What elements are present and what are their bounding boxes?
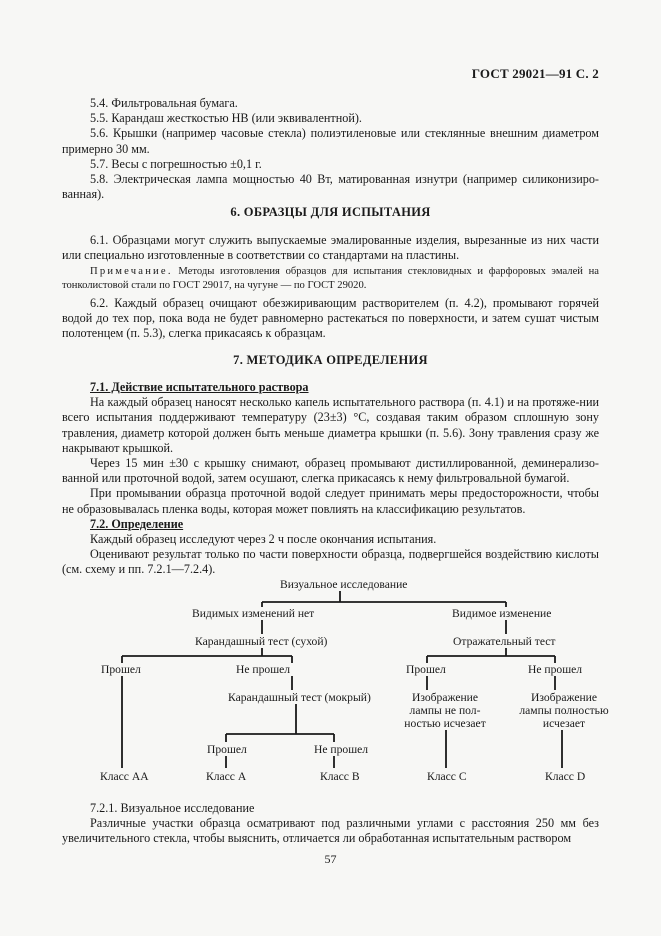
- section-7-p5: Оценивают результат только по части поверхности образца, подвергшейся воздействию кислоты (см. схему и пп. 7.2.1—7.2.4).: [62, 547, 599, 577]
- section-6-note: [62, 265, 599, 293]
- class-c: Класс С: [427, 770, 467, 783]
- node-reflection-test: Отражательный тест: [453, 635, 556, 648]
- node-failed-2: Не прошел: [528, 663, 583, 676]
- item-5-6: 5.6. Крышки (например часовые стекла) полиэтиленовые или стеклянные внешним диаметром примерно 30 мм.: [62, 126, 599, 156]
- class-d: Класс D: [545, 770, 586, 783]
- section-7-p2: Через 15 мин ±30 с крышку снимают, образец промывают дистиллированной, деминерализо-ванной или проточной водой, затем осушают, слегка прикасаясь к нему фильтровальной бумагой.: [62, 456, 599, 486]
- diagram-lines: [0, 570, 661, 790]
- subsection-7-2: 7.2. Определение: [90, 516, 184, 531]
- subsection-7-1: 7.1. Действие испытательного раствора: [90, 380, 309, 394]
- node-no-visible-change: Видимых изменений нет: [192, 607, 315, 620]
- node-image-partial: Изображение лампы не пол-ностью исчезает: [398, 691, 492, 730]
- classification-diagram: [0, 570, 661, 790]
- item-5-7: 5.7. Весы с погрешностью ±0,1 г.: [90, 156, 262, 171]
- node-failed-3: Не прошел: [314, 743, 369, 756]
- class-a: Класс А: [206, 770, 247, 783]
- section-6-p1: 6.1. Образцами могут служить выпускаемые эмалированные изделия, вырезанные из них части или специально изготовленные в соответствии со стандартами на пластины.: [62, 233, 599, 263]
- node-passed-3: Прошел: [207, 743, 247, 756]
- section-7-p4: Каждый образец исследуют через 2 ч после окончания испытания.: [90, 532, 437, 547]
- node-passed-1: Прошел: [101, 663, 141, 676]
- node-pencil-test-wet: Карандашный тест (мокрый): [228, 691, 371, 704]
- note-label: Примечание.: [90, 266, 173, 277]
- item-5-8: 5.8. Электрическая лампа мощностью 40 Вт, матированная изнутри (например силиконизиро-ванная).: [62, 172, 599, 202]
- subsection-7-2-1-title: 7.2.1. Визуальное исследование: [90, 801, 255, 815]
- class-aa: Класс АА: [100, 770, 149, 783]
- note-text: Методы изготовления образцов для испытания стекловидных и фарфоровых эмалей на тонколистовой стали по ГОСТ 29017, на чугуне — по ГОСТ 29020.: [62, 266, 599, 291]
- page-header: ГОСТ 29021—91 С. 2: [471, 66, 599, 81]
- node-failed-1: Не прошел: [236, 663, 291, 676]
- item-5-5: 5.5. Карандаш жесткостью HB (или эквивалентной).: [90, 111, 362, 126]
- section-7-p1: На каждый образец наносят несколько капель испытательного раствора (п. 4.1) и на протяже-нии всего испытания поддерживают температуру (23±3) °С, создавая таким образом сплошную зону травления, диаметр которой должен быть меньше диаметра крышки (п. 5.6). Зону травления сразу же накрывают крышкой.: [62, 395, 599, 455]
- node-passed-2: Прошел: [406, 663, 446, 676]
- section-7-2-1: [62, 801, 599, 847]
- page-number: 57: [324, 852, 337, 866]
- section-6-p2: 6.2. Каждый образец очищают обезжиривающим растворителем (п. 4.2), промывают горячей водой до тех пор, пока вода не будет равномерно растекаться по поверхности, и затем сушат чистым полотенцем (п. 5.3), слегка прикасаясь к образцам.: [62, 296, 599, 341]
- items-list: [62, 96, 599, 202]
- section-6-title: 6. ОБРАЗЦЫ ДЛЯ ИСПЫТАНИЯ: [230, 205, 431, 219]
- node-pencil-test-dry: Карандашный тест (сухой): [195, 635, 328, 648]
- node-visible-change: Видимое изменение: [452, 607, 552, 620]
- section-7-body: [62, 380, 599, 578]
- section-7-p3: При промывании образца проточной водой следует принимать меры предосторожности, чтобы не образовывалась пленка воды, которая может повлиять на классификацию результатов.: [62, 486, 599, 516]
- section-7-2-1-p1: Различные участки образца осматривают под различными углами с расстояния 250 мм без увеличительного стекла, чтобы выяснить, отличается ли обработанная испытательным раствором: [62, 816, 599, 846]
- class-b: Класс В: [320, 770, 360, 783]
- node-image-full: Изображение лампы полностью исчезает: [514, 691, 614, 730]
- section-7-title: 7. МЕТОДИКА ОПРЕДЕЛЕНИЯ: [233, 353, 428, 367]
- item-5-4: 5.4. Фильтровальная бумага.: [90, 96, 238, 110]
- node-visual-inspection: Визуальное исследование: [280, 578, 408, 591]
